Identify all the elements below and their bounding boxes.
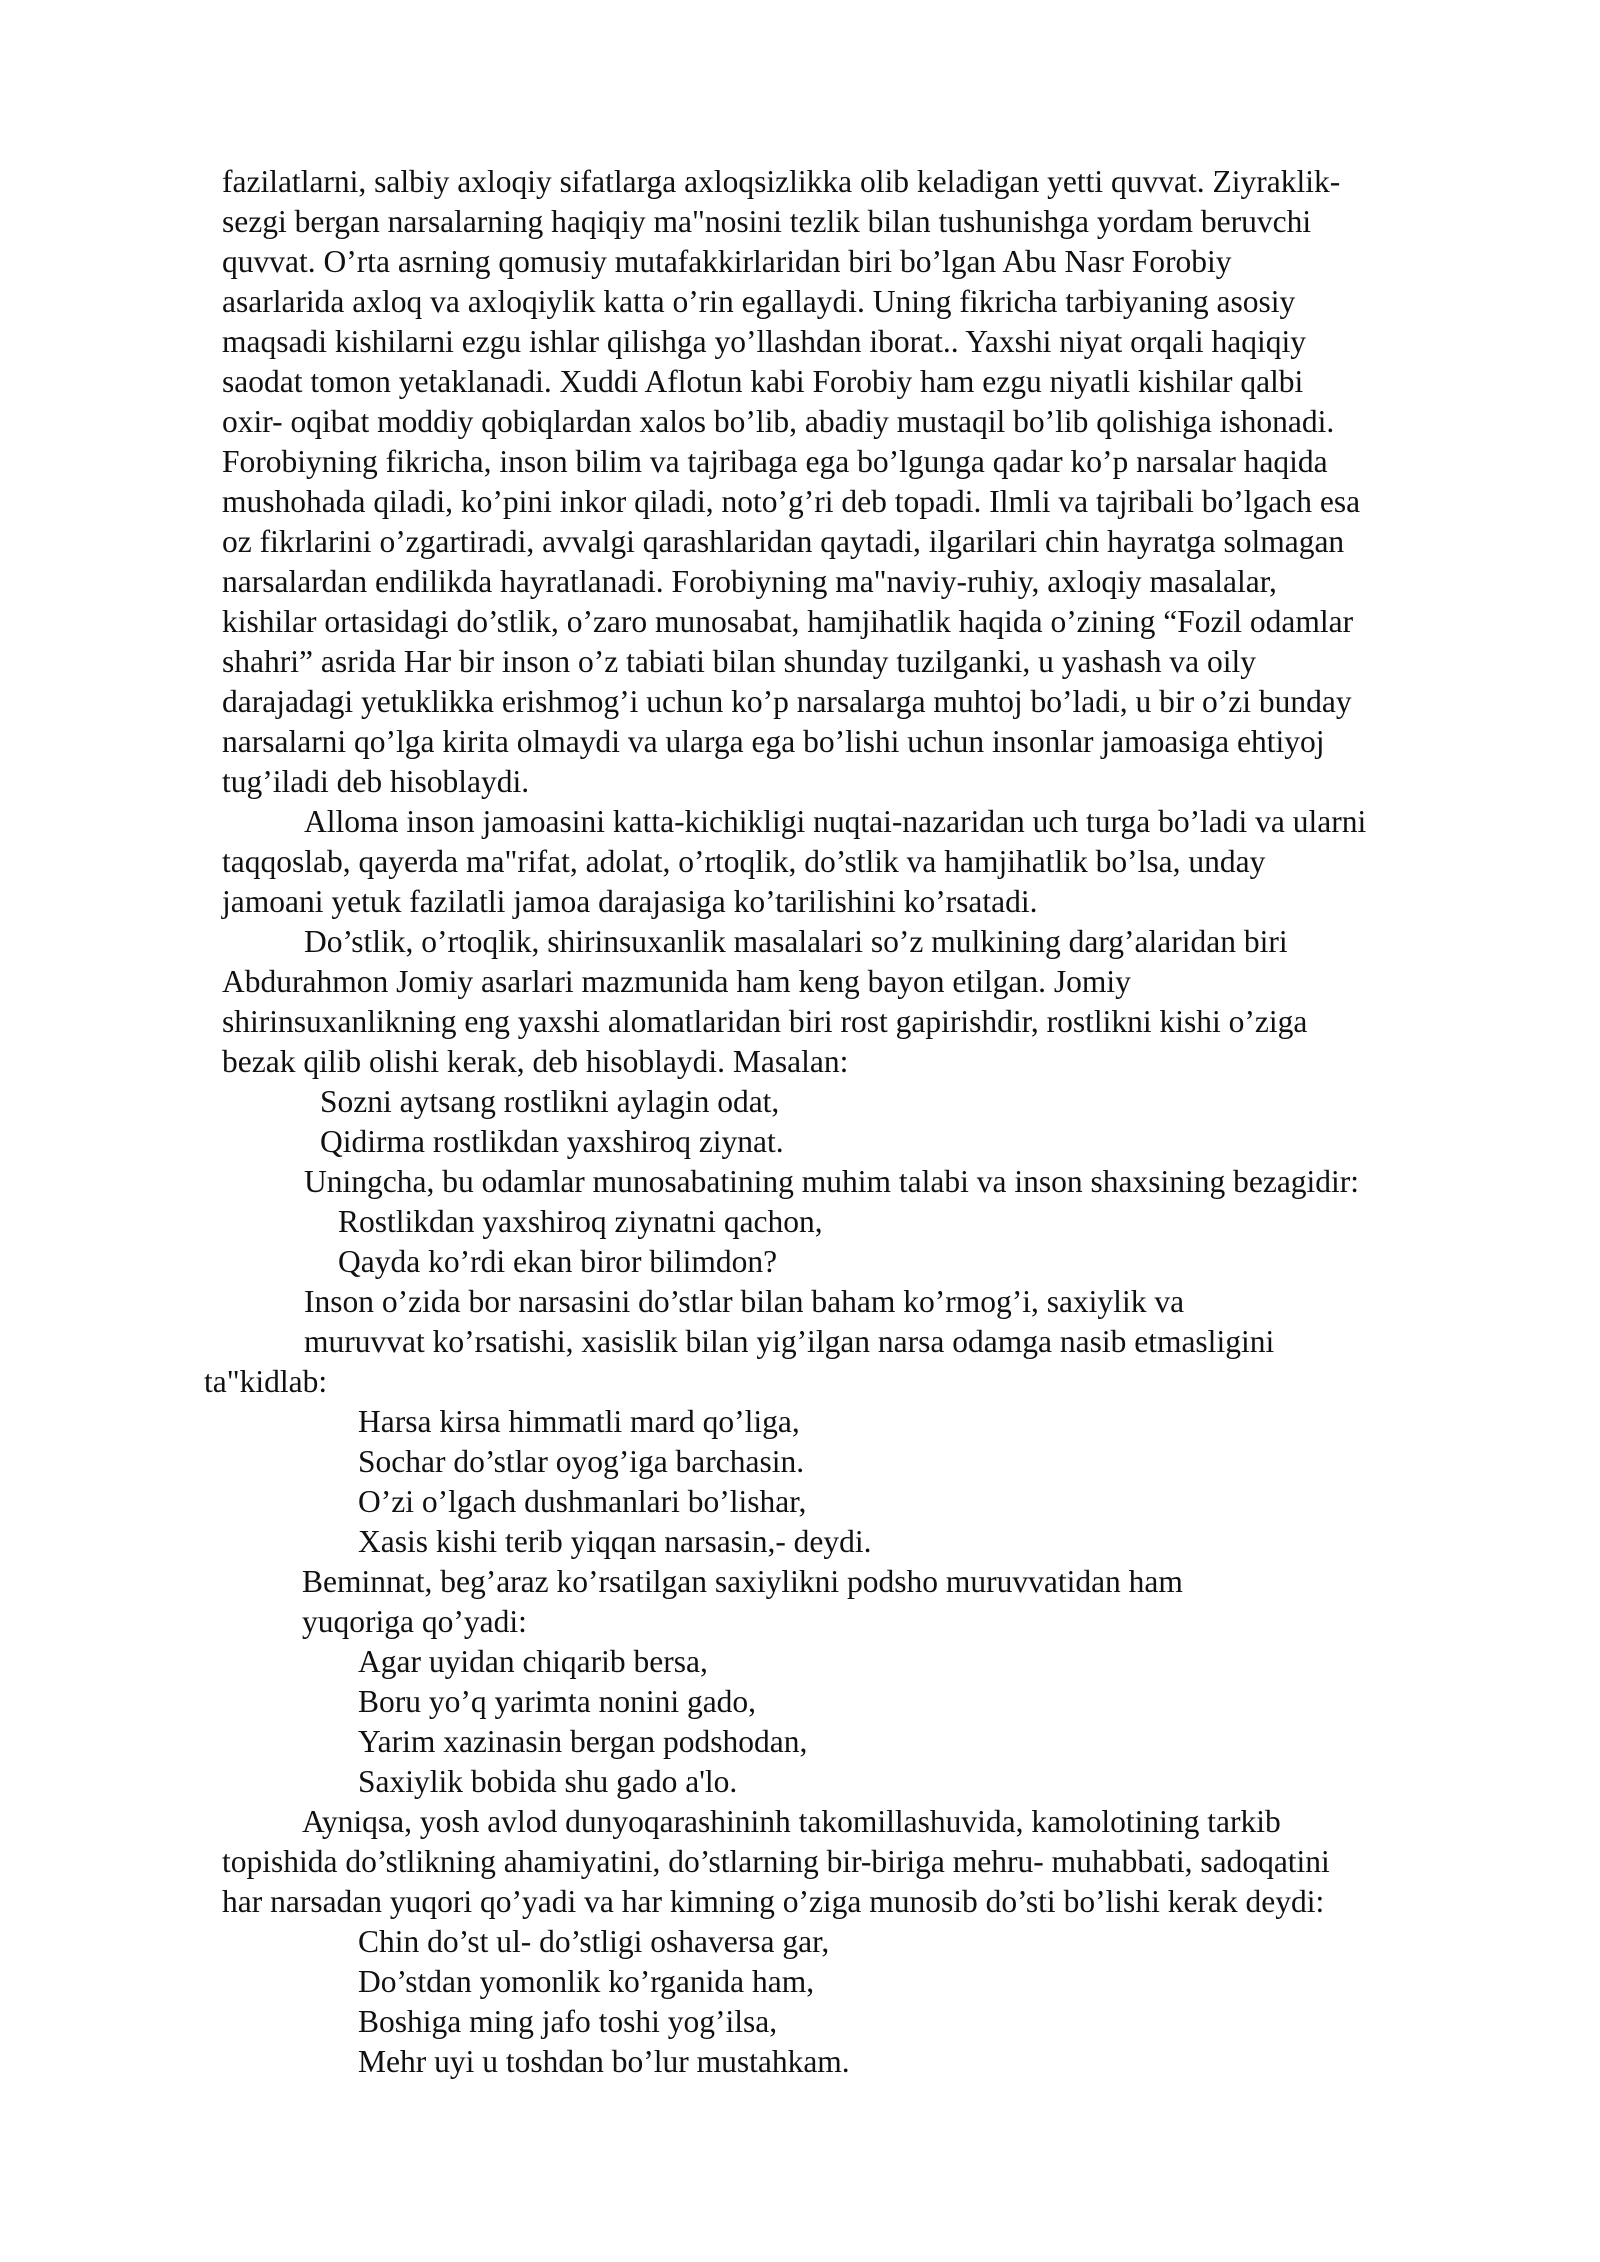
text-line: Beminnat, beg’araz ko’rsatilgan saxiylikni podsho muruvvatidan ham [302,1564,1183,1599]
text-line: narsalarni qo’lga kirita olmaydi va ularga ega bo’lishi uchun insonlar jamoasiga ehtiyoj [222,724,1325,759]
verse-line: Agar uyidan chiqarib bersa, [358,1644,708,1679]
verse-line: Mehr uyi u toshdan bo’lur mustahkam. [358,2044,850,2079]
text-line: muruvvat ko’rsatishi, xasislik bilan yig’ilgan narsa odamga nasib etmasligini [304,1324,1275,1359]
text-line: Ayniqsa, yosh avlod dunyoqarashininh takomillashuvida, kamolotining tarkib [302,1804,1281,1839]
verse-line: Boshiga ming jafo toshi yog’ilsa, [358,2004,778,2039]
verse-line: Chin do’st ul- do’stligi oshaversa gar, [358,1924,830,1959]
text-line: Alloma inson jamoasini katta-kichikligi nuqtai-nazaridan uch turga bo’ladi va ularni [304,804,1367,839]
verse-line: Xasis kishi terib yiqqan narsasin,- deydi. [358,1524,872,1559]
verse-line: Sozni aytsang rostlikni aylagin odat, [320,1084,780,1119]
text-line: darajadagi yetuklikka erishmog’i uchun ko’p narsalarga muhtoj bo’ladi, u bir o’zi bunday [222,684,1352,719]
verse-line: Sochar do’stlar oyog’iga barchasin. [358,1444,805,1479]
text-line: Inson o’zida bor narsasini do’stlar bilan baham ko’rmog’i, saxiylik va [304,1284,1185,1319]
text-line: kishilar ortasidagi do’stlik, o’zaro munosabat, hamjihatlik haqida o’zining “Fozil odamlar [222,604,1354,639]
text-line: Forobiyning fikricha, inson bilim va tajribaga ega bo’lgunga qadar ko’p narsalar haqida [222,444,1328,479]
text-line: har narsadan yuqori qo’yadi va har kimning o’ziga munosib do’sti bo’lishi kerak deydi: [222,1884,1325,1919]
text-line: maqsadi kishilarni ezgu ishlar qilishga yo’llashdan iborat.. Yaxshi niyat orqali haqiqiy [222,324,1306,359]
text-line: taqqoslab, qayerda ma"rifat, adolat, o’rtoqlik, do’stlik va hamjihatlik bo’lsa, unday [222,844,1266,879]
verse-line: Qayda ko’rdi ekan biror bilimdon? [338,1244,778,1279]
text-line: topishida do’stlikning ahamiyatini, do’stlarning bir-biriga mehru- muhabbati, sadoqatini [222,1844,1330,1879]
text-line: saodat tomon yetaklanadi. Xuddi Aflotun kabi Forobiy ham ezgu niyatli kishilar qalbi [222,364,1304,399]
text-line: shahri” asrida Har bir inson o’z tabiati bilan shunday tuzilganki, u yashash va oily [222,644,1256,679]
text-line: jamoani yetuk fazilatli jamoa darajasiga ko’tarilishini ko’rsatadi. [222,884,1038,919]
verse-line: Rostlikdan yaxshiroq ziynatni qachon, [338,1204,823,1239]
text-line: oxir- oqibat moddiy qobiqlardan xalos bo’lib, abadiy mustaqil bo’lib qolishiga ishonadi. [222,404,1335,439]
text-line: sezgi bergan narsalarning haqiqiy ma"nosini tezlik bilan tushunishga yordam beruvchi [222,204,1312,239]
text-line: asarlarida axloq va axloqiylik katta o’rin egallaydi. Uning fikricha tarbiyaning asosiy [222,284,1296,319]
verse-line: O’zi o’lgach dushmanlari bo’lishar, [358,1484,807,1519]
verse-line: Saxiylik bobida shu gado a'lo. [358,1764,738,1799]
verse-line: Harsa kirsa himmatli mard qo’liga, [358,1404,800,1439]
text-line: fazilatlarni, salbiy axloqiy sifatlarga axloqsizlikka olib keladigan yetti quvvat. Ziyraklik- [222,164,1341,199]
text-line: Do’stlik, o’rtoqlik, shirinsuxanlik masalalari so’z mulkining darg’alaridan biri [304,924,1288,959]
text-line: Abdurahmon Jomiy asarlari mazmunida ham keng bayon etilgan. Jomiy [222,964,1131,999]
verse-line: Yarim xazinasin bergan podshodan, [358,1724,808,1759]
text-line: oz fikrlarini o’zgartiradi, avvalgi qarashlaridan qaytadi, ilgarilari chin hayratga solmagan [222,524,1345,559]
text-line: tug’iladi deb hisoblaydi. [222,764,530,799]
verse-line: Do’stdan yomonlik ko’rganida ham, [358,1964,815,1999]
text-line: mushohada qiladi, ko’pini inkor qiladi, noto’g’ri deb topadi. Ilmli va tajribali bo’lgach esa [222,484,1361,519]
verse-line: Boru yo’q yarimta nonini gado, [358,1684,757,1719]
text-line: shirinsuxanlikning eng yaxshi alomatlaridan biri rost gapirishdir, rostlikni kishi o’ziga [222,1004,1308,1039]
text-line: yuqoriga qo’yadi: [302,1604,527,1639]
text-line: narsalardan endilikda hayratlanadi. Forobiyning ma"naviy-ruhiy, axloqiy masalalar, [222,564,1277,599]
verse-line: Qidirma rostlikdan yaxshiroq ziynat. [320,1124,784,1159]
text-line: ta"kidlab: [204,1364,328,1399]
text-line: quvvat. O’rta asrning qomusiy mutafakkirlaridan biri bo’lgan Abu Nasr Forobiy [222,244,1232,279]
text-line: bezak qilib olishi kerak, deb hisoblaydi. Masalan: [222,1044,849,1079]
text-line: Uningcha, bu odamlar munosabatining muhim talabi va inson shaxsining bezagidir: [304,1164,1360,1199]
